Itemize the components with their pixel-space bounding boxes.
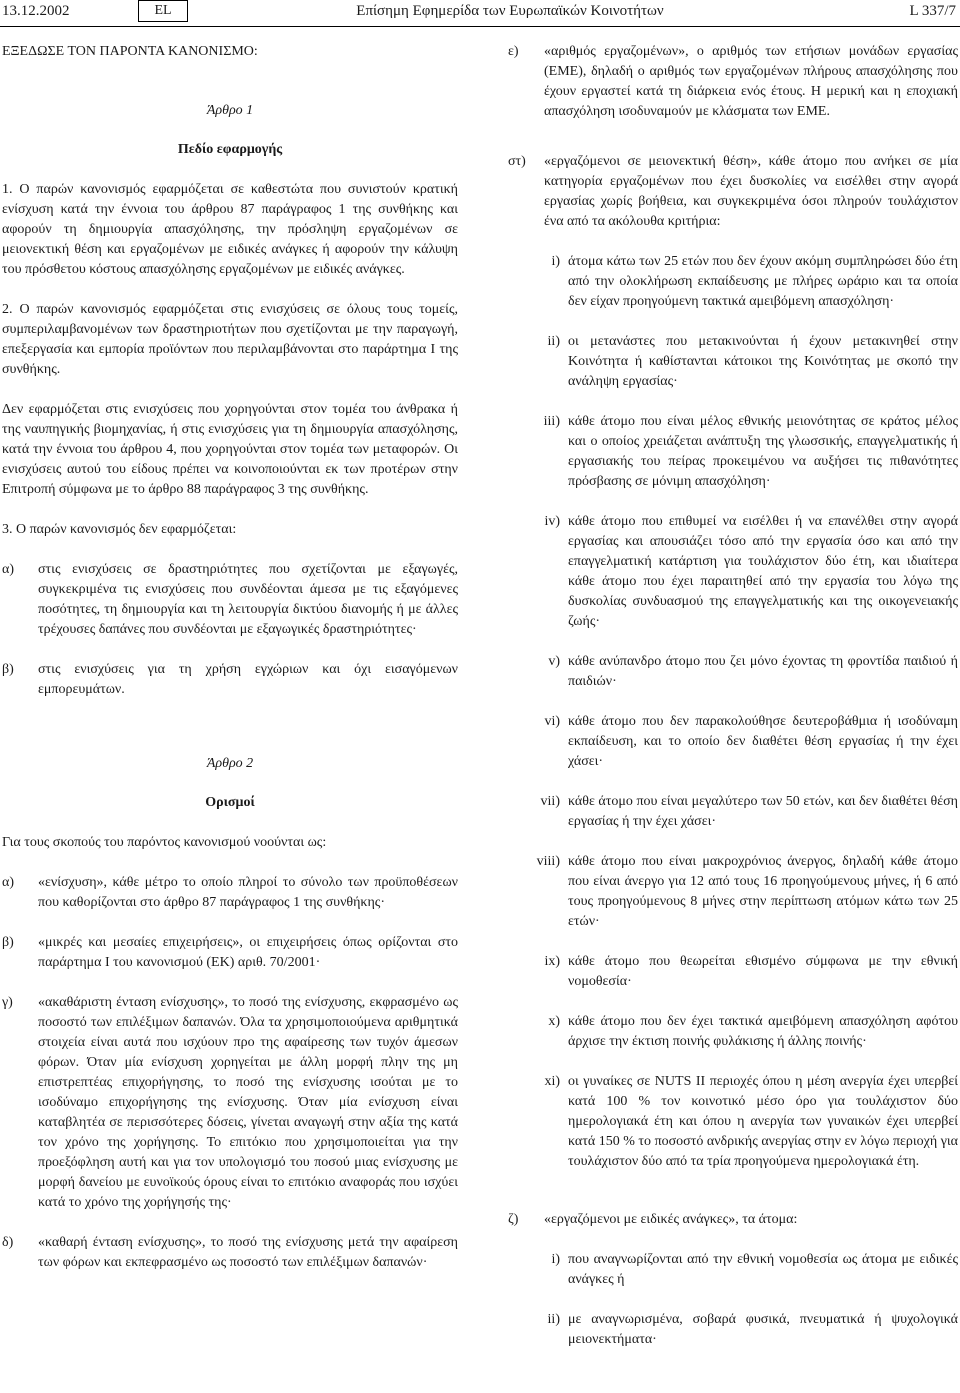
definition-item — [508, 42, 958, 122]
paragraph-2-exclusions: Δεν εφαρμόζεται στις ενισχύσεις που χορηγούνται στον τομέα του άνθρακα ή της ναυπηγικής βιομηχανίας, ή στις ενισχύσεις για τη δημιουργία απασχόλησης, κατά την έννοια του άρθρου 4, που χορηγούνται στον τομέα των μεταφορών. Οι ενισχύσεις αυτού του είδους πρέπει να κοινοποιούνται εκ των προτέρων στην Επιτροπή σύμφωνα με το άρθρο 88 παράγραφος 3 της συνθήκης. — [2, 402, 458, 497]
paragraph-1: 1. Ο παρών κανονισμός εφαρμόζεται σε καθεστώτα που συνιστούν κρατική ενίσχυση κατά την έννοια του άρθρου 87 παράγραφος 1 της συνθήκης και αφορούν τη δημιουργία απασχόλησης, την πρόσληψη εργαζομένων σε μειονεκτική θέση και εργαζομένων με ειδικές ανάγκες ή αφορούν την κάλυψη του πρόσθετου κόστους απασχόλησης εργαζομένων με ειδικές ανάγκες. — [2, 182, 458, 277]
language-badge: EL — [138, 0, 188, 22]
definition-item — [2, 1233, 458, 1273]
page-header — [0, 0, 960, 27]
criterion-label: viii) — [536, 854, 560, 869]
criterion-text: που αναγνωρίζονται από την εθνική νομοθεσία ως άτομα με ειδικές ανάγκες ή — [568, 1252, 958, 1287]
criterion-label: v) — [548, 654, 560, 669]
definition-item — [2, 933, 458, 973]
criterion-text: κάθε άτομο που δεν παρακολούθησε δευτεροβάθμια ή ισοδύναμη εκπαίδευση, και το οποίο δεν διαθέτει θέση εργασίας ή την έχει χάσει· — [568, 714, 958, 769]
criterion-item — [508, 1072, 958, 1172]
definition-item — [2, 873, 458, 913]
criterion-label: vi) — [544, 714, 560, 729]
criterion-item — [508, 1250, 958, 1290]
left-column — [2, 42, 458, 1273]
definition-text: «ενίσχυση», κάθε μέτρο το οποίο πληροί το σύνολο των προϋποθέσεων που καθορίζονται στο άρθρο 87 παράγραφος 1 της συνθήκης· — [38, 875, 458, 910]
page-number: L 337/7 — [909, 3, 956, 19]
definition-text: «εργαζόμενοι σε μειονεκτική θέση», κάθε άτομο που ανήκει σε μία κατηγορία εργαζομένων που έχει δυσκολίες να εισέλθει στην αγορά εργασίας χωρίς βοήθεια, και συγκεκριμένα όσοι πληρούν τουλάχιστον ένα από τα ακόλουθα κριτήρια: — [544, 154, 958, 229]
definition-item — [508, 152, 958, 232]
list-item-label: α) — [2, 562, 14, 577]
list-item-label: β) — [2, 662, 14, 677]
criterion-text: κάθε άτομο που είναι μακροχρόνιος άνεργος, δηλαδή κάθε άτομο που είναι άνεργο για 12 από τους 16 προηγούμενους μήνες, ή 6 από τους προηγούμενους 8 μήνες στην περίπτωση ατόμων κάτω των 25 ετών· — [568, 854, 958, 929]
definition-text: «αριθμός εργαζομένων», ο αριθμός των ετήσιων μονάδων εργασίας (ΕΜΕ), δηλαδή ο αριθμός των εργαζομένων πλήρους απασχόλησης που έχουν εργαστεί κατά τη διάρκεια ενός έτους. Η μερική και η εποχιακή απασχόληση ισοδυναμούν με κλάσματα των ΕΜΕ. — [544, 44, 958, 119]
criterion-label: ii) — [547, 1312, 560, 1327]
criterion-label: vii) — [540, 794, 560, 809]
criterion-item — [508, 252, 958, 312]
definition-text: «εργαζόμενοι με ειδικές ανάγκες», τα άτομα: — [544, 1212, 798, 1227]
criterion-label: i) — [551, 1252, 560, 1267]
definition-label: α) — [2, 875, 14, 890]
definition-label: στ) — [508, 154, 526, 169]
criterion-label: i) — [551, 254, 560, 269]
criterion-text: κάθε άτομο που είναι μέλος εθνικής μειονότητας σε κράτος μέλος και ο οποίος χρειάζεται ανάπτυξη της γλωσσικής, επαγγελματικής ή εργασιακής του πείρας προκειμένου να αυξήσει τις πιθανότητες πρόσβασης σε μόνιμη απασχόληση· — [568, 414, 958, 489]
article-1-subtitle: Πεδίο εφαρμογής — [177, 142, 283, 157]
list-item — [2, 660, 458, 700]
criterion-text: άτομα κάτω των 25 ετών που δεν έχουν ακόμη συμπληρώσει δύο έτη από την ολοκλήρωση εκπαίδευσης με πλήρες ωράριο και τα οποία δεν είχαν προηγούμενη τακτικά αμειβόμενη απασχόληση· — [568, 254, 958, 309]
article-1-heading: Άρθρο 1 — [206, 103, 254, 118]
criterion-text: οι γυναίκες σε NUTS II περιοχές όπου η μέση ανεργία έχει υπερβεί κατά 100 % τον κοινοτικό μέσο όρο για τουλάχιστον δύο ημερολογιακά έτη και όπου η ανεργία των γυναικών έχει υπερβεί κατά 150 % το ποσοστό ανδρικής ανεργίας στην εν λόγω περιοχή για τουλάχιστον δύο από τα τρία προηγούμενα ημερολογιακά έτη. — [568, 1074, 958, 1169]
criterion-item — [508, 712, 958, 772]
definition-label: γ) — [2, 995, 13, 1010]
list-item-text: στις ενισχύσεις για τη χρήση εγχώριων και όχι εισαγόμενων εμπορευμάτων. — [38, 662, 458, 697]
criterion-label: ix) — [544, 954, 560, 969]
definition-item — [2, 993, 458, 1213]
criterion-text: κάθε άτομο που επιθυμεί να εισέλθει ή να επανέλθει στην αγορά εργασίας και απουσιάζει τόσο από την εργασία όσο και από την επαγγελματική κατάρτιση για τουλάχιστον δύο έτη, και ιδιαίτερα κάθε άτομο που έχει παραιτηθεί από την εργασία του λόγω της δυσκολίας συνδυασμού της επαγγελματικής και της οικογενειακής ζωής· — [568, 514, 958, 629]
criterion-item — [508, 512, 958, 632]
criterion-label: iii) — [543, 414, 560, 429]
right-column — [508, 42, 958, 1350]
definition-text: «ακαθάριστη ένταση ενίσχυσης», το ποσό της ενίσχυσης, εκφρασμένο ως ποσοστό των επιλέξιμων δαπανών. Όλα τα χρησιμοποιούμενα αριθμητικά στοιχεία είναι αυτά που ισχύουν προ της αφαίρεσης των τυχόν άμεσων φόρων. Όταν μία ενίσχυση χορηγείται με άλλη μορφή πλην της μη επιστρεπτέας επιχορήγησης, το ποσό της ενίσχυσης ισούται με το ισοδύναμο επιχορήγησης της ενίσχυσης. Όταν μία ενίσχυση είναι καταβλητέα σε περισσότερες δόσεις, γίνεται αναγωγή στην αξία της κατά τον χρόνο της χορήγησης. Το επιτόκιο που χρησιμοποιείται για την προεξόφληση αυτή και για τον υπολογισμό του ποσού μιας ενίσχυσης με μορφή δανείου με ευνοϊκούς όρους είναι το επιτόκιο αναφοράς που ισχύει κατά το χρόνο της χορήγησής της· — [38, 995, 458, 1210]
criterion-item — [508, 792, 958, 832]
publication-date: 13.12.2002 — [2, 3, 70, 19]
list-item-text: στις ενισχύσεις σε δραστηριότητες που σχετίζονται με εξαγωγές, συγκεκριμένα τις ενισχύσεις που συνδέονται άμεσα με τις εξαγόμενες ποσότητες, τη δημιουργία και τη λειτουργία δικτύου διανομής ή με άλλες τρέχουσες δαπάνες που συνδέονται με εξαγωγικές δραστηριότητες· — [38, 562, 458, 637]
criterion-item — [508, 1310, 958, 1350]
criterion-item — [508, 952, 958, 992]
definition-label: ζ) — [508, 1212, 519, 1227]
definition-text: «καθαρή ένταση ενίσχυσης», το ποσό της ενίσχυσης μετά την αφαίρεση των φόρων και εκπεφρασμένο ως ποσοστό των επιλέξιμων δαπανών· — [38, 1235, 458, 1270]
definition-label: β) — [2, 935, 14, 950]
definition-label: ε) — [508, 44, 519, 59]
paragraph-2: 2. Ο παρών κανονισμός εφαρμόζεται στις ενισχύσεις σε όλους τους τομείς, συμπεριλαμβανομένων των δραστηριοτήτων που σχετίζονται με την παραγωγή, επεξεργασία και εμπορία προϊόντων που περιλαμβάνονται στο παράρτημα I της συνθήκης. — [2, 302, 458, 377]
article-2-heading: Άρθρο 2 — [206, 756, 254, 771]
definitions-intro: Για τους σκοπούς του παρόντος κανονισμού νοούνται ως: — [2, 835, 327, 850]
criterion-text: κάθε άτομο που θεωρείται εθισμένο σύμφωνα με την εθνική νομοθεσία· — [568, 954, 958, 989]
article-2-subtitle: Ορισμοί — [205, 795, 255, 810]
criterion-item — [508, 412, 958, 492]
criterion-text: οι μετανάστες που μετακινούνται ή έχουν μετακινηθεί στην Κοινότητα ή καθίστανται κάτοικοι της Κοινότητας με σκοπό την ανάληψη εργασίας· — [568, 334, 958, 389]
criterion-label: iv) — [544, 514, 560, 529]
criterion-label: ii) — [547, 334, 560, 349]
definition-text: «μικρές και μεσαίες επιχειρήσεις», οι επιχειρήσεις όπως ορίζονται στο παράρτημα I του κανονισμού (ΕΚ) αριθ. 70/2001· — [38, 935, 458, 970]
journal-title: Επίσημη Εφημερίδα των Ευρωπαϊκών Κοινοτήτων — [356, 3, 664, 19]
criterion-text: κάθε άτομο που δεν έχει τακτικά αμειβόμενη απασχόληση αφότου άρχισε την έκτιση ποινής φυλάκισης ή άλλης ποινής· — [568, 1014, 958, 1049]
paragraph-3: 3. Ο παρών κανονισμός δεν εφαρμόζεται: — [2, 522, 237, 537]
criterion-item — [508, 332, 958, 392]
definition-label: δ) — [2, 1235, 14, 1250]
enacting-formula: ΕΞΕΔΩΣΕ ΤΟΝ ΠΑΡΟΝΤΑ ΚΑΝΟΝΙΣΜΟ: — [2, 44, 258, 59]
definition-item — [508, 1210, 958, 1230]
criterion-text: κάθε άτομο που είναι μεγαλύτερο των 50 ετών, και δεν διαθέτει θέση εργασίας ή την έχει χάσει· — [568, 794, 958, 829]
criterion-text: με αναγνωρισμένα, σοβαρά φυσικά, πνευματικά ή ψυχολογικά μειονεκτήματα· — [568, 1312, 958, 1347]
criterion-item — [508, 852, 958, 932]
criterion-item — [508, 1012, 958, 1052]
criterion-label: xi) — [544, 1074, 560, 1089]
criterion-item — [508, 652, 958, 692]
list-item — [2, 560, 458, 640]
criterion-text: κάθε ανύπανδρο άτομο που ζει μόνο έχοντας τη φροντίδα παιδιού ή παιδιών· — [568, 654, 958, 689]
criterion-label: x) — [548, 1014, 560, 1029]
